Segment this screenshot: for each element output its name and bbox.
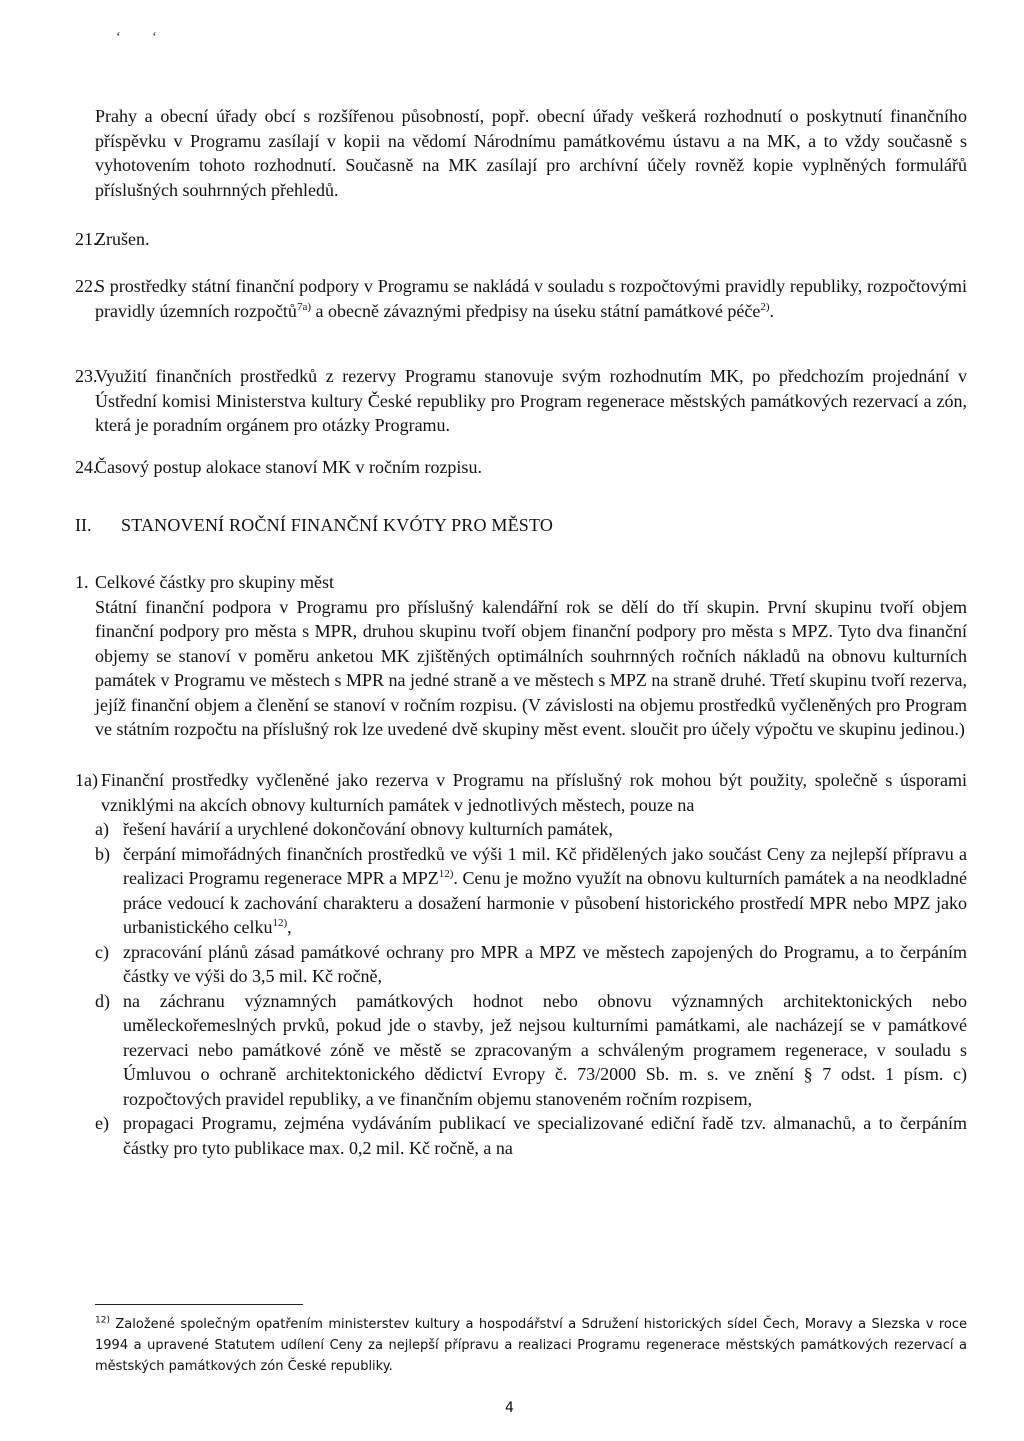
sub-letter: e) [95,1113,109,1133]
item-1a [75,768,967,817]
item-number: 22. [75,276,98,296]
item-24 [75,455,967,480]
footnote-mark: 12) [95,1315,110,1326]
sub-text: řešení havárií a urychlené dokončování obnovy kulturních památek, [123,819,613,839]
footnote-divider [95,1304,303,1305]
sub-text: zpracování plánů zásad památkové ochrany pro MPR a MPZ ve městech zapojených do Programu, a to čerpáním částky ve výši do 3,5 mil. Kč ročně, [123,941,967,986]
footnote [95,1314,967,1377]
section-number: II. [75,515,92,535]
sub-list [95,817,967,1160]
item-heading: Celkové částky pro skupiny měst [95,572,334,592]
item-text: Využití finančních prostředků z rezervy Programu stanovuje svým rozhodnutím MK, po předchozím projednání v Ústřední komisi Ministerstva kultury České republiky pro Program regenerace městských památkových rezervací a zón, která je poradním orgánem pro otázky Programu. [95,366,967,435]
sub-item-a [95,817,967,842]
footnote-ref: 12) [438,868,454,880]
footnote-ref: 7a) [296,300,311,313]
sub-item-b [95,842,967,940]
section-title: STANOVENÍ ROČNÍ FINANČNÍ KVÓTY PRO MĚSTO [121,515,554,535]
sub-text: čerpání mimořádných finančních prostředků ve výši 1 mil. Kč přidělených jako součást Ceny za nejlepší přípravu a realizaci Programu regenerace MPR a MPZ$^{12)}$. Cenu je možno využít na obnovu kulturních památek a na neodkladné práce vedoucí k zachování charakteru a dosažení harmonie v působení historického prostředí MPR nebo MPZ jako urbanistického celku$^{12)}$, [123,843,967,937]
item-1 [75,570,967,742]
scan-marks: ʻ ʻ [116,30,171,45]
item-number: 1. [75,572,89,592]
sub-text: na záchranu významných památkových hodnot nebo obnovu významných architektonických nebo uměleckořemeslných prvků, pokud jde o stavby, jež nejsou kulturními památkami, ale nacházejí se v památkové rezervaci nebo památkové zóně ve městě se zpracovaným a schváleným programem regenerace, v souladu s Úmluvou o ochraně architektonického dědictví Evropy č. 73/2000 Sb. m. s. ve znění § 7 odst. 1 písm. c) rozpočtových pravidel republiky, a ve finančním objemu stanoveném ročním rozpisem, [123,990,967,1109]
item-number: 1a) [75,770,98,790]
item-text: S prostředky státní finanční podpory v Programu se nakládá v souladu s rozpočtovými pravidly republiky, rozpočtovými pravidly územních rozpočtů$^{7a)}$ a obecně závaznými předpisy na úseku státní památkové péče$^{2)}$. [95,276,967,321]
item-21 [75,227,967,252]
sub-item-d [95,989,967,1112]
item-23 [75,364,967,438]
sub-text: propagaci Programu, zejména vydáváním publikací ve specializované ediční řadě tzv. almanachů, a to čerpáním částky pro tyto publikace max. 0,2 mil. Kč ročně, a na [123,1113,967,1158]
sub-item-c [95,940,967,989]
item-text: Časový postup alokace stanoví MK v ročním rozpisu. [95,457,482,477]
sub-letter: c) [95,941,109,962]
sub-item-e [95,1111,967,1160]
sub-letter: d) [95,990,110,1011]
item-number: 24. [75,457,98,477]
item-text: Finanční prostředky vyčleněné jako rezerva v Programu na příslušný rok mohou být použity, společně s úsporami vzniklými na akcích obnovy kulturních památek v jednotlivých městech, pouze na [101,770,967,815]
item-22 [75,274,967,323]
intro-paragraph: Prahy a obecní úřady obcí s rozšířenou působností, popř. obecní úřady veškerá rozhodnutí o poskytnutí finančního příspěvku v Programu zasílají v kopii na vědomí Národnímu památkovému ústavu a na MK, a to vždy současně s vyhotovením tohoto rozhodnutí. Současně na MK zasílají pro archívní účely rovněž kopie vyplněných formulářů příslušných souhrnných přehledů. [95,106,967,200]
item-number: 23. [75,366,98,386]
footnote-ref: 12) [272,917,288,929]
page-number: 4 [505,1400,514,1416]
footnote-text: Založené společným opatřením ministerstev kultury a hospodářství a Sdružení historických sídel Čech, Moravy a Slezska v roce 1994 a upravené Statutem udílení Ceny za nejlepší přípravu a realizaci Programu regenerace městských památkových rezervací a městských památkových zón České republiky. [95,1317,967,1374]
footnote-ref: 2) [760,300,770,313]
sub-letter: b) [95,843,110,864]
item-number: 21. [75,229,98,249]
item-text: Zrušen. [95,229,150,249]
sub-letter: a) [95,819,109,839]
item-text: Státní finanční podpora v Programu pro příslušný kalendářní rok se dělí do tří skupin. První skupinu tvoří objem finanční podpory pro města s MPR, druhou skupinu tvoří objem finanční podpory pro města s MPZ. Tyto dva finanční objemy se stanoví v poměru anketou MK zjištěných optimálních souhrnných ročních nákladů na obnovu kulturních památek v Programu ve městech s MPR na jedné straně a ve městech s MPZ na straně druhé. Třetí skupinu tvoří rezerva, jejíž finanční objem a členění se stanoví v ročním rozpisu. (V závislosti na objemu prostředků vyčleněných pro Program ve státním rozpočtu na příslušný rok lze uvedené dvě skupiny měst event. sloučit pro účely výpočtu ve skupinu jedinou.) [95,596,967,739]
